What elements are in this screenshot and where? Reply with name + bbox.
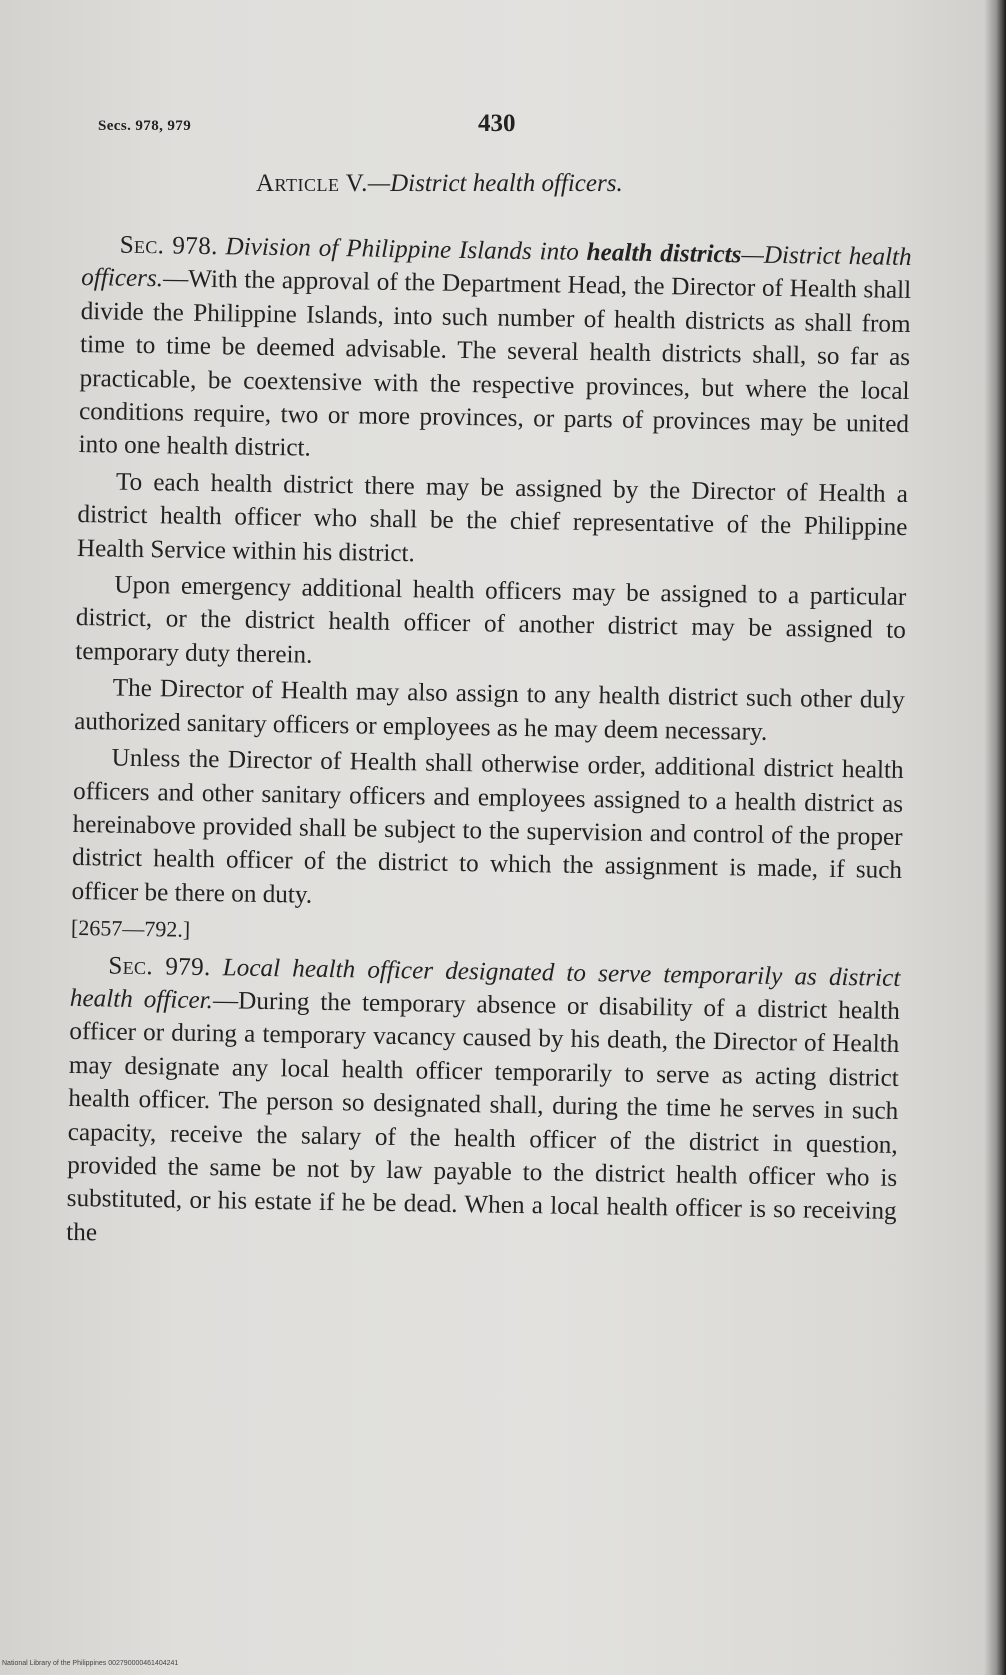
section-979-title: Local health officer designated to serve temporarily as district health officer. [69,953,901,1015]
section-978-title-part1: Division of Philippine Islands into [225,233,580,266]
section-978-title-part2: —District health officers. [81,241,912,293]
page-number: 430 [478,110,516,137]
section-978-paragraph-3: Upon emergency additional health officers may be assigned to a particular district, or the district health officer of another district may be assigned to temporary duty therein. [75,571,907,669]
article-label: Article V. [256,170,368,197]
body-text [66,228,912,1262]
section-978-body: —With the approval of the Department Head, the Director of Health shall divide the Philippine Islands, into such number of health districts as shall from time to time be deemed advisable. The several health districts shall, so far as practicable, be coextensive with the respective provinces, but where the local conditions require, two or more provinces, or parts of provinces may be united into one health district. [78,265,912,463]
section-978-paragraph-2: To each health district there may be assigned by the Director of Health a district health officer who shall be the chief representative of the Philippine Health Service within his district. [76,468,909,567]
page-header [98,112,818,142]
section-979-paragraph [66,948,901,1262]
section-978-paragraph-4: The Director of Health may also assign to any health district such other duly authorized sanitary officers or employees as he may deem necessary. [74,674,905,746]
section-979-body: —During the temporary absence or disability of a district health officer or during a temporary vacancy caused by his death, the Director of Health may designate any local health officer temporarily to serve as acting district health officer. The person so designated shall, during the time he serves in such capacity, receive the salary of the health officer of the district in question, provided the same be not by law payable to the district health officer who is substituted, or his estate if he be dead. When a local health officer is so receiving the [66,987,901,1247]
sections-reference: Secs. 978, 979 [98,118,192,134]
source-note: National Library of the Philippines 002790000461404241 [2,1660,179,1667]
section-978-citation: [2657—792.] [70,915,191,942]
article-title: —District health officers. [367,170,623,197]
section-979-label: Sec. 979. [108,952,211,981]
section-978-paragraph-5: Unless the Director of Health shall otherwise order, additional district health officers and other sanitary officers and employees assigned to a health district as hereinabove provided shall be subject to the supervision and control of the proper district health officer of the district to which the assignment is made, if such officer be there on duty. [71,744,904,909]
page-edge-shadow [984,0,1006,1675]
section-978-title-bold: health districts [586,238,742,269]
section-978-paragraph [78,228,912,475]
article-heading [256,170,623,198]
section-978-label: Sec. 978. [119,231,218,261]
